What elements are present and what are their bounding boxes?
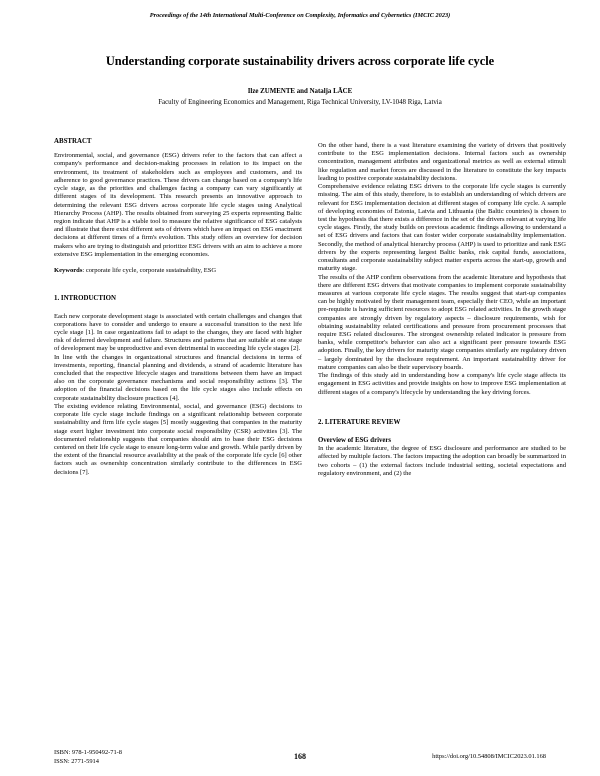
affiliation: Faculty of Engineering Economics and Management, Riga Technical University, LV-1048 Riga, Latvia [158,99,442,106]
literature-paragraph-1: In the academic literature, the degree of ESG disclosure and performance are studied to be affected by multiple factors. The factors impacting the adoption can broadly be summarized in two cohorts – (1) the external factors include industrial setting, societal expectations and regulatory environment, and (2) the [318,445,566,477]
body-paragraph-4: The findings of this study aid in understanding how a company's life cycle stage affects its engagement in ESG activities and provide insights on how to improve ESG implementation at different stages of a company's lifecycle by understanding the key driving forces. [318,372,566,396]
isbn: ISBN: 978-1-950492-71-8 [54,749,122,756]
left-column [54,138,302,477]
paper-title: Understanding corporate sustainability drivers across corporate life cycle [105,54,495,68]
abstract-heading: ABSTRACT [54,138,92,145]
authors: Ilze ZUMENTE and Natalja LĀCE [247,88,353,95]
intro-paragraph-1: Each new corporate development stage is associated with certain challenges and changes that corporations have to consider and undergo to ensure a successful transition to the next life cycle stage [1]. In case organizations fail to adapt to the changes, they are faced with higher risk of deferred development and failure. Structures and patterns that are suitable at one stage of development may be unproductive and even detrimental in succeeding life cycle stages [2]. [54,312,302,353]
abstract-text: Environmental, social, and governance (ESG) drivers refer to the factors that can affect a company's performance and decision-making processes in relation to its impact on the environment, its treatment of stakeholders such as employees and customers, and its adherence to good governance practices. These drivers can change based on a company's life cycle stage, as the priorities and challenges facing a company can vary significantly at different stages of its development. This research presents an innovative approach to determining the relevant ESG drivers across corporate life cycle stages using Analytical Hierarchy Process (AHP). The results obtained from surveying 25 experts representing Baltic region indicate that AHP is a viable tool to measure the relative significance of ESG catalysts and illustrate that there exist different sets of drivers which have an impact on ESG enactment decisions at different times of a firm's evolution. This study offers an overview for decision makers who are trying to distinguish and prioritize ESG drivers with an aim to achieve a more extensive ESG implementation in the emerging economies. [54,152,302,258]
keywords-label: Keywords [54,267,83,275]
right-column [318,142,566,478]
body-paragraph-3: The results of the AHP confirm observations from the academic literature and hypothesis that there are different ESG drivers that motivate companies to implement corporate sustainability measures at various corporate life cycle stages. The results suggest that start-up companies can be highly motivated by their management team, especially their CEO, while an important pre-requisite is having sufficient resources to adopt ESG related activities. In the growth stage companies are strongly driven by regulatory aspects – disclosure requirements, wish for obtaining sustainability related certifications and pressure from procurement processes that require ESG related disclosures. The strongest ownership related indicator is pressure from banks, while competitor's behavior can also act a significant peer pressure towards ESG adoption. Finally, the key drivers for maturity stage companies similarly are regulatory driven – largely dominated by the disclosure requirement. An important sustainability driver for mature companies can also be their supervisory boards. [318,273,566,371]
introduction-heading: 1. INTRODUCTION [54,295,117,303]
issn: ISSN: 2771-5914 [54,757,99,765]
running-head: Proceedings of the 14th International Multi-Conference on Complexity, Informatics and Cybernetics (IMCIC 2023) [149,12,451,19]
subsection-heading: Overview of ESG drivers [318,437,392,444]
doi-link[interactable]: https://doi.org/10.54808/IMCIC2023.01.168 [432,753,546,760]
page-number: 168 [294,752,306,761]
body-paragraph-2: Comprehensive evidence relating ESG drivers to the corporate life cycle stages is currently missing. The aim of this study, therefore, is to establish an understanding of which drivers are relevant for ESG implementation decision at different stages of company life cycle. A sample of developing economies of Estonia, Latvia and Lithuania (the Baltic countries) is chosen to test the hypothesis that there exists a difference in the set of the drivers relevant at varying life cycle stages. Firstly, the study builds on previous academic findings allowing to understand a set of ESG drivers and factors that can foster wider corporate sustainability implementation. Secondly, the method of analytical hierarchy process (AHP) is used to prioritize and rank ESG drivers by the experts representing largest Baltic banks, risk capital funds, associations, consultants and corporate sustainability subject matter experts across the start-up, growth and maturity stage. [318,183,566,273]
intro-paragraph-2: In line with the changes in organizational structures and financial decisions in terms of investments, reporting, financial planning and dividends, a strand of academic literature has concluded that the respective lifecycle stages and transitions between them have an impact also on the corporate governance mechanisms and social responsibility actions [3]. The adoption of the financial decisions based on the life cycle stages also include effects on corporate sustainability disclosure practices [4]. [54,353,302,402]
intro-paragraph-3: The existing evidence relating Environmental, social, and governance (ESG) decisions to corporate life cycle stage include findings on a significant relationship between corporate sustainability and firm life cycle stages [5] mostly suggesting that companies in the maturity stage exert higher investment into corporate social responsibility (CSR) activities [3]. The documented relationship suggests that companies should aim to base their ESG decisions centered on their life cycle stage to ensure long-term value and growth. While partly driven by the extent of the financial resource availability at the peak of the corporate life cycle [6] other factors such as ownership concentration similarly contribute to the differences in ESG decisions [7]. [54,402,302,476]
keywords-text: : corporate life cycle, corporate sustainability, ESG [82,267,217,275]
body-paragraph-1: On the other hand, there is a vast literature examining the variety of drivers that positively contribute to the ESG implementation decisions. Internal factors such as ownership concentration, management attributes and organizational metrics as well as external stimuli like regulation and market forces are discussed in the literature to constitute the key impacts leading to positive corporate sustainability decisions. [318,142,566,182]
keywords [54,267,302,275]
literature-review-heading: 2. LITERATURE REVIEW [318,418,401,426]
